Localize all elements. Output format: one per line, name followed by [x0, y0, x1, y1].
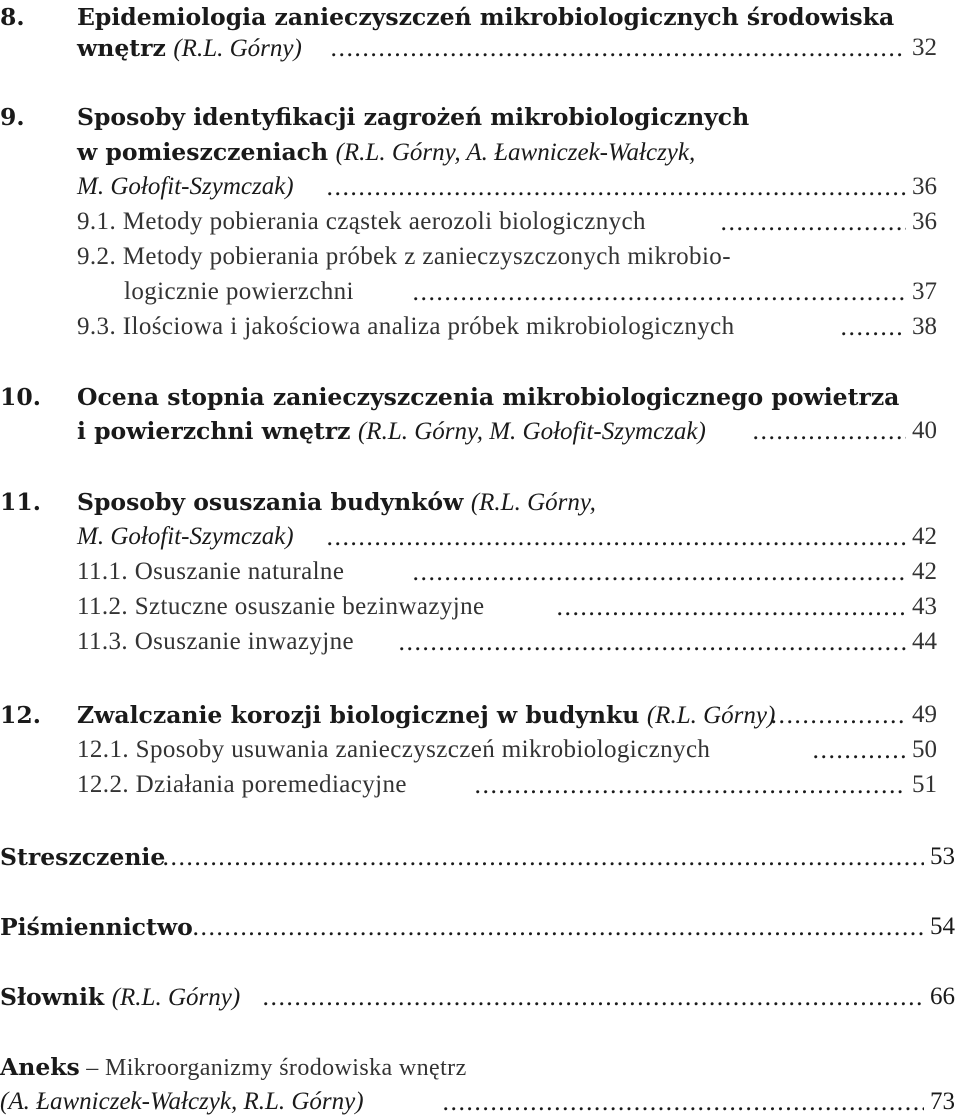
page-number: 40	[912, 417, 937, 444]
chapter-authors: (R.L. Górny)	[646, 702, 776, 729]
page-number: 51	[912, 771, 937, 798]
chapter-number: 8.	[0, 3, 25, 31]
section-title: 11.1. Osuszanie naturalne	[77, 558, 345, 585]
chapter-number: 11.	[0, 488, 41, 516]
toc-entry-11-1	[0, 555, 960, 589]
chapter-title: i powierzchni wnętrz	[77, 417, 351, 445]
chapter-authors: M. Gołofit-Szymczak)	[77, 173, 294, 200]
chapter-authors: (R.L. Górny)	[173, 35, 302, 62]
leader-dots	[162, 840, 924, 874]
section-title: 12.1. Sposoby usuwania zanieczyszczeń mikrobiologicznych	[77, 736, 711, 763]
chapter-authors: (A. Ławniczek-Wałczyk, R.L. Górny)	[0, 1088, 364, 1115]
page-number: 36	[912, 208, 937, 235]
chapter-authors: (R.L. Górny, M. Gołofit-Szymczak)	[357, 418, 706, 445]
chapter-title: w pomieszczeniach	[77, 138, 329, 166]
toc-entry-11-2	[0, 590, 960, 624]
section-title: 9.2. Metody pobierania próbek z zanieczyszczonych mikrobio-	[77, 243, 731, 270]
page-number: 50	[912, 736, 937, 763]
leader-dots	[840, 310, 906, 344]
page-number: 53	[930, 843, 955, 870]
section-title: 12.2. Działania poremediacyjne	[77, 771, 407, 798]
toc-entry-pismiennictwo	[0, 910, 960, 944]
leader-dots	[262, 980, 924, 1014]
chapter-title: Ocena stopnia zanieczyszczenia mikrobiologicznego powietrza	[77, 383, 900, 411]
page-number: 73	[930, 1088, 955, 1115]
toc-entry-9-3	[0, 310, 960, 344]
page-number: 43	[912, 593, 937, 620]
chapter-number: 9.	[0, 103, 25, 131]
leader-dots	[330, 31, 906, 65]
chapter-number: 10.	[0, 383, 41, 411]
chapter-title: Słownik	[0, 983, 105, 1011]
chapter-title: Zwalczanie korozji biologicznej w budynku	[77, 701, 640, 729]
page-number: 42	[912, 523, 937, 550]
leader-dots	[192, 910, 924, 944]
page-number: 44	[912, 628, 937, 655]
toc-entry-streszczenie	[0, 840, 960, 874]
leader-dots	[412, 555, 906, 589]
leader-dots	[720, 205, 906, 239]
chapter-title: Streszczenie	[0, 843, 166, 871]
chapter-subtitle: – Mikroorganizmy środowiska wnętrz	[79, 1055, 467, 1081]
section-title: logicznie powierzchni	[124, 278, 354, 305]
toc-entry-9-2-cont	[0, 275, 960, 309]
chapter-title: Sposoby osuszania budynków	[77, 488, 464, 516]
chapter-number: 12.	[0, 701, 41, 729]
leader-dots	[770, 698, 906, 732]
chapter-title: Piśmiennictwo	[0, 913, 193, 941]
toc-entry-slownik	[0, 980, 960, 1014]
chapter-authors: (R.L. Górny)	[111, 984, 241, 1011]
chapter-authors: (R.L. Górny,	[470, 489, 596, 516]
toc-entry-9-1	[0, 205, 960, 239]
page-number: 32	[912, 34, 937, 61]
leader-dots	[326, 170, 906, 204]
toc-entry-aneks-authors	[0, 1085, 960, 1119]
leader-dots	[752, 414, 906, 448]
section-title: 9.3. Ilościowa i jakościowa analiza próbek mikrobiologicznych	[77, 313, 735, 340]
section-title: 11.3. Osuszanie inwazyjne	[77, 628, 355, 655]
toc-entry-12-2	[0, 768, 960, 802]
leader-dots	[474, 768, 906, 802]
page-number: 42	[912, 558, 937, 585]
page-number: 49	[912, 701, 937, 728]
section-title: 11.2. Sztuczne osuszanie bezinwazyjne	[77, 593, 485, 620]
leader-dots	[556, 590, 906, 624]
chapter-title: wnętrz	[77, 34, 166, 62]
page-number: 36	[912, 173, 937, 200]
leader-dots	[398, 625, 906, 659]
toc-entry-11-3	[0, 625, 960, 659]
toc-entry-11-authors	[0, 520, 960, 554]
toc-entry-10-cont	[0, 414, 960, 448]
chapter-title: Sposoby identyfikacji zagrożeń mikrobiologicznych	[77, 103, 750, 131]
chapter-title: Aneks	[0, 1053, 80, 1081]
toc-entry-12-1	[0, 733, 960, 767]
section-title: 9.1. Metody pobierania cząstek aerozoli biologicznych	[77, 208, 646, 235]
leader-dots	[812, 733, 906, 767]
page-number: 37	[912, 278, 937, 305]
leader-dots	[412, 275, 906, 309]
chapter-authors: M. Gołofit-Szymczak)	[77, 523, 294, 550]
page-number: 66	[930, 983, 955, 1010]
chapter-authors: (R.L. Górny, A. Ławniczek-Wałczyk,	[335, 139, 696, 166]
chapter-title: Epidemiologia zanieczyszczeń mikrobiologicznych środowiska	[77, 3, 895, 31]
toc-entry-9-authors	[0, 170, 960, 204]
leader-dots	[326, 520, 906, 554]
page-number: 38	[912, 313, 937, 340]
toc-entry-8-cont	[0, 31, 960, 65]
toc-entry-12	[0, 698, 960, 732]
page-number: 54	[930, 913, 955, 940]
leader-dots	[442, 1085, 924, 1119]
